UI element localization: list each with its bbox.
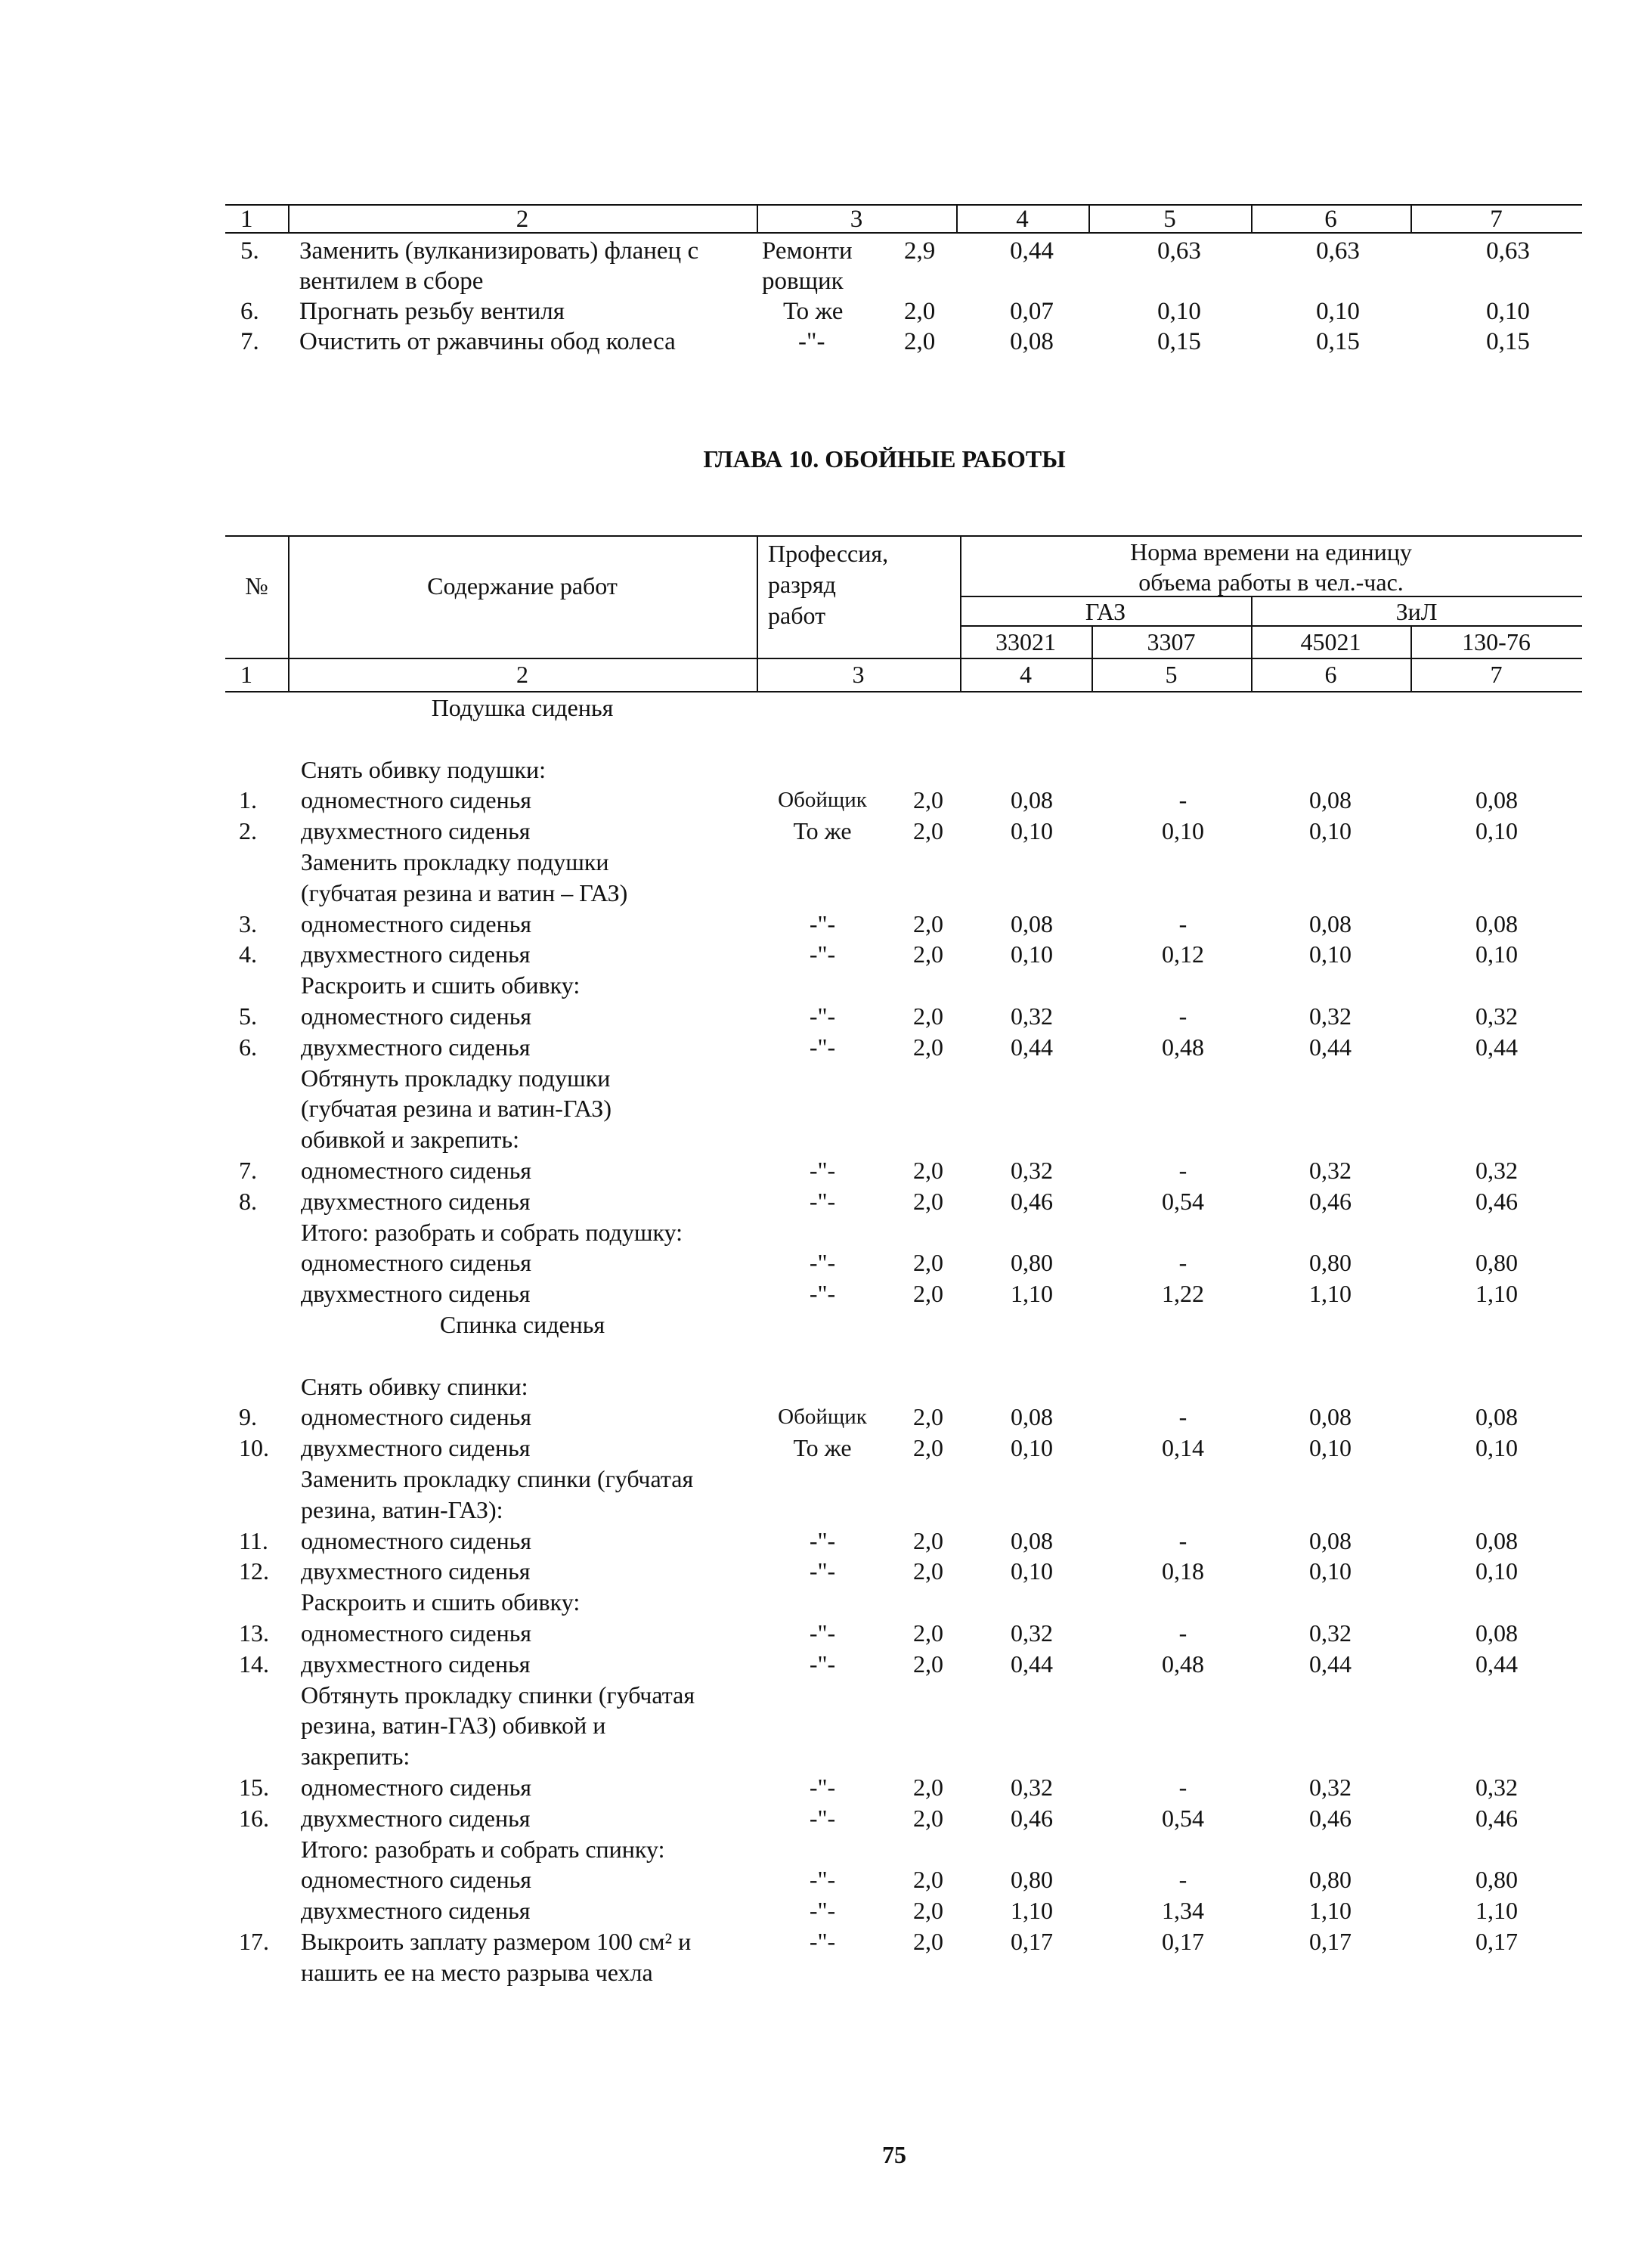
top-col-num-6: 6 [1324,206,1337,233]
row-text: одноместного сиденья [301,1619,532,1647]
row-value: 0,46 [1011,1188,1053,1215]
row-number: 17. [239,1928,269,1955]
row-grade: 2,0 [913,1188,943,1215]
row-text: Раскроить и сшить обивку: [301,1588,581,1616]
row-value: 0,17 [1011,1928,1053,1955]
row-value: 0,17 [1309,1928,1352,1955]
row-grade: 2,0 [913,1928,943,1955]
row-text: Обтянуть прокладку спинки (губчатая [301,1681,695,1709]
row-value: 0,12 [1162,940,1204,968]
row-text: Снять обивку подушки: [301,756,547,783]
header-num: № [245,572,268,600]
row-value: 0,10 [1011,940,1053,968]
header-profession: Профессия, [768,540,889,567]
row-value: 0,18 [1162,1557,1204,1585]
row-profession: -"- [809,1280,836,1307]
row-grade: 2,0 [913,1249,943,1276]
row-text: одноместного сиденья [301,1527,532,1554]
row-value: 0,08 [1309,910,1352,937]
row-value: 0,08 [1011,786,1053,813]
row-value: 0,10 [1011,1557,1053,1585]
row-number: 3. [239,910,257,937]
top-col-num-4: 4 [1016,206,1029,233]
row-text: одноместного сиденья [301,1157,532,1184]
row-value: 0,08 [1475,1403,1518,1430]
row-value: 0,46 [1011,1805,1053,1832]
row-text: двухместного сиденья [301,1805,531,1832]
row-value: 0,80 [1309,1249,1352,1276]
row-profession: Обойщик [778,1405,867,1429]
row-profession: -"- [809,1619,836,1647]
row-value: 0,44 [1475,1033,1518,1061]
row-value: 0,80 [1011,1866,1053,1893]
row-value: 1,10 [1475,1897,1518,1924]
row-profession: -"- [809,1557,836,1585]
row-value: 0,48 [1162,1033,1204,1061]
col-number: 1 [240,661,252,688]
row-grade: 2,0 [913,1403,943,1430]
row-number: 5. [240,237,259,265]
row-value: 0,44 [1475,1650,1518,1678]
top-col-num-5: 5 [1163,206,1176,233]
row-value: 0,32 [1309,1157,1352,1184]
header-zil: ЗиЛ [1395,598,1438,625]
row-value: 0,08 [1011,910,1053,937]
row-text: одноместного сиденья [301,1249,532,1276]
row-value: 0,44 [1011,1033,1053,1061]
row-grade: 2,0 [913,910,943,937]
row-profession: -"- [809,940,836,968]
row-value: 1,10 [1309,1280,1352,1307]
row-text: Прогнать резьбу вентиля [299,298,565,325]
col-number: 2 [516,661,528,688]
row-text: двухместного сиденья [301,1434,531,1461]
section-title: Подушка сиденья [431,694,614,721]
row-value: 0,10 [1162,817,1204,844]
row-profession: То же [783,298,844,325]
row-text: (губчатая резина и ватин – ГАЗ) [301,879,628,906]
row-value: 0,46 [1309,1188,1352,1215]
row-profession: -"- [809,1157,836,1184]
row-value: 0,44 [1309,1033,1352,1061]
row-value: - [1178,1619,1187,1647]
header-model: 130-76 [1462,628,1531,655]
row-profession: -"- [809,910,836,937]
header-model: 45021 [1300,628,1361,655]
row-value: 0,10 [1486,298,1530,325]
row-grade: 2,0 [913,1557,943,1585]
row-text: одноместного сиденья [301,1403,532,1430]
row-profession: -"- [809,1774,836,1801]
header-content: Содержание работ [427,572,618,600]
row-text: нашить ее на место разрыва чехла [301,1959,653,1986]
row-text: Очистить от ржавчины обод колеса [299,328,676,355]
row-value: - [1178,1774,1187,1801]
top-col-num-3: 3 [850,206,863,233]
row-value: 0,54 [1162,1188,1204,1215]
row-value: 0,10 [1309,1557,1352,1585]
row-value: 0,08 [1475,1527,1518,1554]
row-value: 0,08 [1010,328,1054,355]
top-col-num-7: 7 [1490,206,1503,233]
row-text: резина, ватин-ГАЗ) обивкой и [301,1712,606,1739]
row-text: Итого: разобрать и собрать подушку: [301,1219,683,1246]
row-value: 0,63 [1157,237,1201,265]
row-value: 0,10 [1309,1434,1352,1461]
row-number: 9. [239,1403,257,1430]
row-value: 0,10 [1316,298,1360,325]
row-grade: 2,9 [904,237,936,265]
row-value: 1,22 [1162,1280,1204,1307]
top-col-num-1: 1 [240,206,253,233]
top-col-num-2: 2 [516,206,529,233]
row-text: Заменить прокладку подушки [301,848,609,875]
row-grade: 2,0 [913,1805,943,1832]
row-text: Выкроить заплату размером 100 см² и [301,1928,692,1955]
row-text: двухместного сиденья [301,1650,531,1678]
row-grade: 2,0 [913,940,943,968]
row-profession: -"- [809,1928,836,1955]
section-title: Спинка сиденья [439,1311,605,1338]
row-profession: -"- [809,1866,836,1893]
row-number: 15. [239,1774,269,1801]
row-value: 1,10 [1475,1280,1518,1307]
header-gaz: ГАЗ [1085,598,1126,625]
row-value: 0,80 [1475,1866,1518,1893]
row-value: 0,54 [1162,1805,1204,1832]
row-value: 0,32 [1309,1619,1352,1647]
row-value: 0,08 [1309,1403,1352,1430]
row-number: 2. [239,817,257,844]
row-number: 1. [239,786,257,813]
row-text: одноместного сиденья [301,1774,532,1801]
row-number: 4. [239,940,257,968]
row-profession: -"- [809,1805,836,1832]
row-value: 0,32 [1309,1774,1352,1801]
row-grade: 2,0 [904,328,936,355]
row-value: - [1178,910,1187,937]
row-value: - [1178,1403,1187,1430]
row-value: 1,10 [1011,1897,1053,1924]
row-text: одноместного сиденья [301,910,532,937]
row-profession: -"- [809,1650,836,1678]
row-value: 0,15 [1157,328,1201,355]
row-text: обивкой и закрепить: [301,1126,519,1153]
row-grade: 2,0 [913,1866,943,1893]
header-model: 3307 [1147,628,1196,655]
row-value: 0,10 [1475,1557,1518,1585]
row-grade: 2,0 [913,1774,943,1801]
row-value: - [1178,1002,1187,1030]
col-number: 7 [1490,661,1503,688]
row-value: - [1178,786,1187,813]
row-text: Заменить (вулканизировать) фланец с [299,237,699,265]
row-number: 7. [240,328,259,355]
row-value: 0,17 [1475,1928,1518,1955]
row-value: 1,34 [1162,1897,1204,1924]
row-value: 0,10 [1309,940,1352,968]
row-number: 5. [239,1002,257,1030]
row-grade: 2,0 [913,1033,943,1061]
row-grade: 2,0 [913,1280,943,1307]
row-grade: 2,0 [913,1619,943,1647]
row-value: 0,15 [1316,328,1360,355]
header-model: 33021 [995,628,1056,655]
row-text: резина, ватин-ГАЗ): [301,1496,503,1523]
row-text: Снять обивку спинки: [301,1373,528,1400]
row-value: 0,46 [1475,1805,1518,1832]
row-text: Обтянуть прокладку подушки [301,1064,611,1092]
row-grade: 2,0 [913,1002,943,1030]
row-text: двухместного сиденья [301,1033,531,1061]
row-value: 0,10 [1475,817,1518,844]
row-value: 0,08 [1475,910,1518,937]
row-text: двухместного сиденья [301,1557,531,1585]
row-value: 0,44 [1309,1650,1352,1678]
row-value: 0,32 [1011,1619,1053,1647]
row-text: двухместного сиденья [301,1280,531,1307]
row-value: 0,08 [1011,1403,1053,1430]
page-number: 75 [882,2141,906,2168]
row-profession: Ремонти [762,237,853,265]
row-value: 0,17 [1162,1928,1204,1955]
row-value: 0,08 [1475,786,1518,813]
chapter-title: ГЛАВА 10. ОБОЙНЫЕ РАБОТЫ [703,445,1066,472]
header-profession: разряд [768,571,836,598]
row-text: одноместного сиденья [301,1002,532,1030]
row-number: 16. [239,1805,269,1832]
row-value: 0,10 [1157,298,1201,325]
row-text: двухместного сиденья [301,817,531,844]
row-profession: -"- [809,1527,836,1554]
row-value: 0,44 [1010,237,1054,265]
row-text: двухместного сиденья [301,1897,531,1924]
row-number: 13. [239,1619,269,1647]
row-value: 0,32 [1475,1157,1518,1184]
col-number: 4 [1020,661,1032,688]
row-value: 0,10 [1475,940,1518,968]
header-profession: работ [768,602,826,629]
row-value: 0,32 [1011,1157,1053,1184]
row-value: 0,10 [1475,1434,1518,1461]
row-value: 0,80 [1011,1249,1053,1276]
header-norm: Норма времени на единицу [1130,538,1412,565]
row-value: 0,32 [1011,1774,1053,1801]
row-text: Заменить прокладку спинки (губчатая [301,1465,694,1492]
row-value: 0,10 [1011,817,1053,844]
row-value: - [1178,1249,1187,1276]
row-value: 0,07 [1010,298,1054,325]
row-value: 0,63 [1316,237,1360,265]
row-text: (губчатая резина и ватин-ГАЗ) [301,1095,612,1122]
row-text: двухместного сиденья [301,940,531,968]
row-value: 0,32 [1475,1774,1518,1801]
row-grade: 2,0 [913,1527,943,1554]
row-value: 0,08 [1011,1527,1053,1554]
row-value: 0,44 [1011,1650,1053,1678]
row-text: одноместного сиденья [301,786,532,813]
row-profession: -"- [809,1188,836,1215]
row-value: 0,10 [1309,817,1352,844]
row-grade: 2,0 [913,1650,943,1678]
row-value: 0,32 [1475,1002,1518,1030]
row-grade: 2,0 [904,298,936,325]
row-value: - [1178,1866,1187,1893]
row-value: 0,14 [1162,1434,1204,1461]
row-value: 0,10 [1011,1434,1053,1461]
row-value: 1,10 [1309,1897,1352,1924]
row-profession: То же [793,1434,852,1461]
row-grade: 2,0 [913,1157,943,1184]
row-value: 0,46 [1475,1188,1518,1215]
row-value: 0,80 [1309,1866,1352,1893]
col-number: 3 [852,661,865,688]
row-value: 0,46 [1309,1805,1352,1832]
row-value: 0,08 [1475,1619,1518,1647]
row-number: 10. [239,1434,269,1461]
row-value: 1,10 [1011,1280,1053,1307]
row-profession: -"- [809,1002,836,1030]
row-value: 0,15 [1486,328,1530,355]
row-profession: -"- [809,1897,836,1924]
row-profession: ровщик [762,268,844,295]
row-value: 0,63 [1486,237,1530,265]
col-number: 5 [1165,661,1178,688]
row-profession: То же [793,817,852,844]
row-text: Итого: разобрать и собрать спинку: [301,1836,665,1863]
row-value: 0,48 [1162,1650,1204,1678]
row-text: одноместного сиденья [301,1866,532,1893]
header-norm: объема работы в чел.-час. [1138,569,1404,596]
row-number: 7. [239,1157,257,1184]
row-grade: 2,0 [913,786,943,813]
row-profession: -"- [809,1033,836,1061]
row-number: 11. [239,1527,268,1554]
row-number: 6. [240,298,259,325]
row-profession: -"- [798,328,825,355]
row-profession: Обойщик [778,788,867,812]
row-text: вентилем в сборе [299,268,484,295]
row-grade: 2,0 [913,1434,943,1461]
row-text: закрепить: [301,1743,410,1770]
row-value: - [1178,1157,1187,1184]
row-profession: -"- [809,1249,836,1276]
row-value: - [1178,1527,1187,1554]
row-value: 0,32 [1309,1002,1352,1030]
col-number: 6 [1324,661,1337,688]
row-value: 0,08 [1309,786,1352,813]
row-text: двухместного сиденья [301,1188,531,1215]
row-number: 12. [239,1557,269,1585]
row-value: 0,80 [1475,1249,1518,1276]
row-number: 14. [239,1650,269,1678]
row-value: 0,08 [1309,1527,1352,1554]
row-value: 0,32 [1011,1002,1053,1030]
row-number: 6. [239,1033,257,1061]
row-number: 8. [239,1188,257,1215]
row-grade: 2,0 [913,1897,943,1924]
row-grade: 2,0 [913,817,943,844]
row-text: Раскроить и сшить обивку: [301,971,581,999]
